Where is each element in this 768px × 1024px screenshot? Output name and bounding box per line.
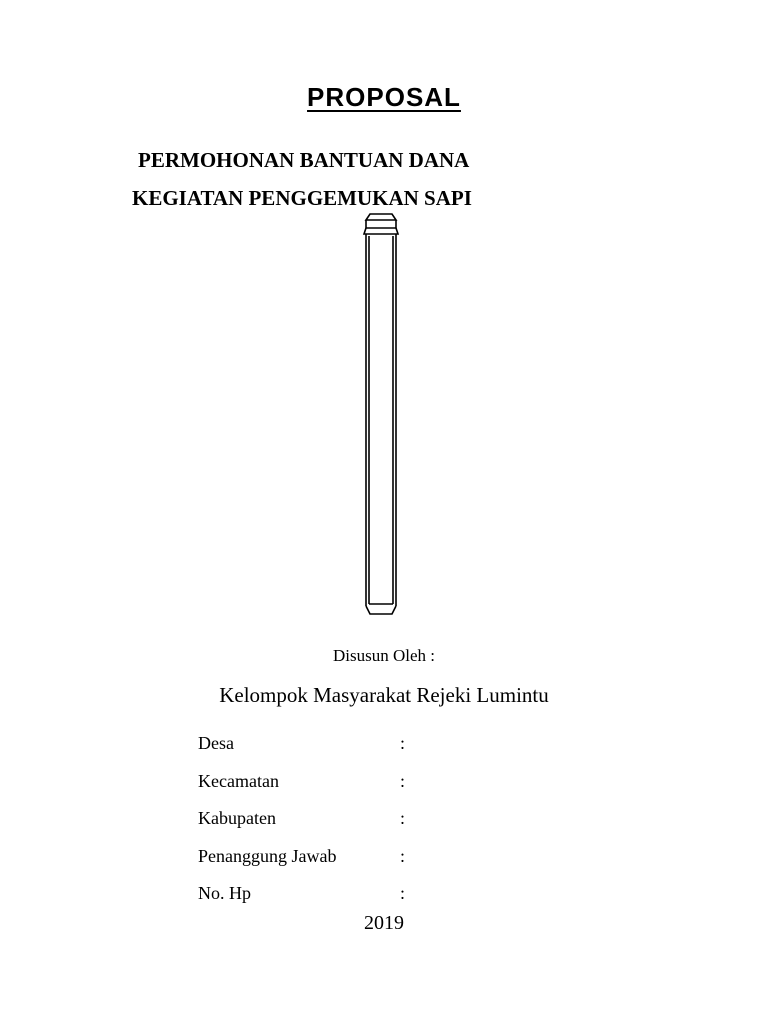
info-label: Penanggung Jawab bbox=[198, 845, 337, 866]
info-label: No. Hp bbox=[198, 883, 251, 904]
info-label: Desa bbox=[198, 733, 234, 754]
info-separator: : bbox=[400, 770, 406, 791]
group-name: Kelompok Masyarakat Rejeki Lumintu bbox=[219, 683, 549, 707]
document-year: 2019 bbox=[364, 912, 404, 934]
info-label: Kabupaten bbox=[198, 808, 276, 829]
info-separator: : bbox=[400, 883, 406, 904]
document-title: PROPOSAL bbox=[307, 82, 461, 112]
info-separator: : bbox=[400, 808, 406, 829]
subtitle-line-2: KEGIATAN PENGGEMUKAN SAPI bbox=[132, 186, 472, 210]
info-row-kabupaten bbox=[198, 800, 458, 838]
info-row-kecamatan bbox=[198, 763, 458, 801]
info-label: Kecamatan bbox=[198, 770, 279, 791]
info-separator: : bbox=[400, 845, 406, 866]
info-row-penanggung-jawab bbox=[198, 838, 458, 876]
info-row-desa bbox=[198, 725, 458, 763]
info-row-no-hp bbox=[198, 875, 458, 913]
subtitle-line-1: PERMOHONAN BANTUAN DANA bbox=[138, 148, 470, 172]
info-separator: : bbox=[400, 733, 406, 754]
info-table bbox=[198, 725, 458, 913]
decorative-pillar-icon bbox=[360, 212, 402, 618]
prepared-by-label: Disusun Oleh : bbox=[333, 646, 435, 665]
